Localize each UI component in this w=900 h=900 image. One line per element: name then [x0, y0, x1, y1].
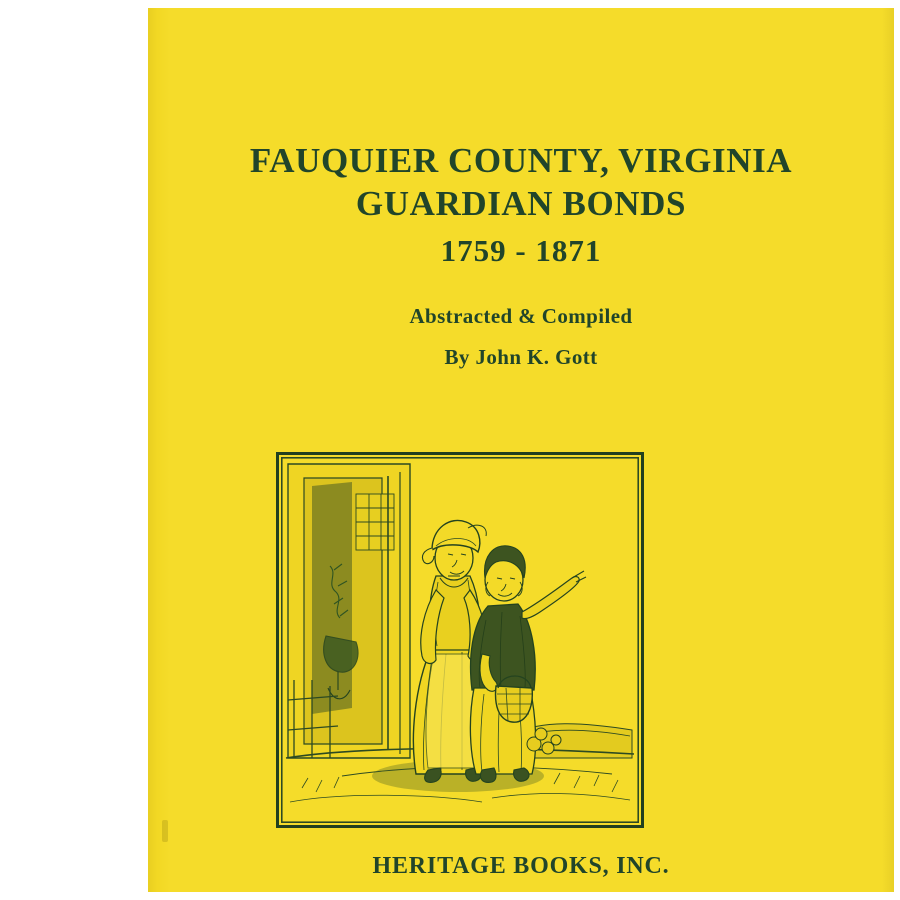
title-line-date-range: 1759 - 1871 — [440, 233, 602, 269]
cover-title-block — [148, 140, 894, 269]
spine-scuff-mark — [162, 820, 168, 842]
woodcut-woman-and-child-illustration — [282, 458, 638, 822]
cover-credit-block — [148, 296, 894, 378]
book-cover — [148, 8, 894, 892]
credit-line-abstracted: Abstracted & Compiled — [409, 304, 633, 328]
title-line-county: FAUQUIER COUNTY, VIRGINIA — [249, 141, 793, 180]
publisher-name: HERITAGE BOOKS, INC. — [372, 853, 670, 879]
title-line-subject: GUARDIAN BONDS — [355, 183, 687, 223]
cover-illustration — [276, 452, 644, 828]
credit-line-author: By John K. Gott — [444, 344, 598, 369]
